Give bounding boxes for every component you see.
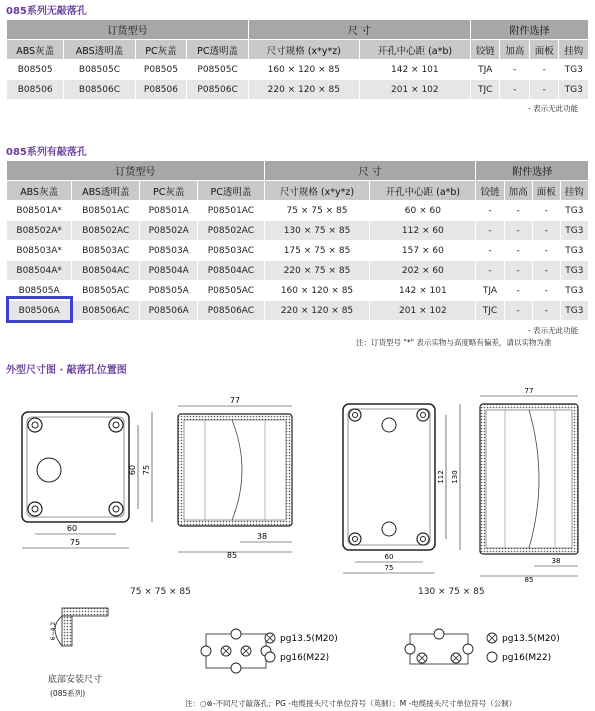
table-cell: - (500, 80, 529, 100)
table-cell: - (504, 241, 532, 261)
right-dim-top: 77 (524, 387, 534, 395)
table-cell: - (504, 201, 532, 221)
column-header: 面板 (529, 40, 558, 60)
column-header: PC灰盖 (140, 181, 198, 201)
table-cell: B08501AC (72, 201, 140, 221)
column-header: PC灰盖 (135, 40, 187, 60)
left-dim-top: 77 (229, 396, 241, 405)
right-side-view (480, 396, 578, 576)
table-cell: 175 × 75 × 85 (264, 241, 370, 261)
table-cell: - (532, 261, 560, 281)
table-cell: P08503AC (198, 241, 265, 261)
selected-row-highlight (6, 296, 73, 323)
table-cell: 220 × 120 × 85 (264, 301, 370, 321)
column-header: 尺寸规格 (x*y*z) (264, 181, 370, 201)
table-cell: 201 × 102 (359, 80, 470, 100)
table-cell: P08502AC (198, 221, 265, 241)
table-cell: TJA (476, 281, 504, 301)
table-cell: TG3 (560, 221, 588, 241)
table-cell: P08502A (140, 221, 198, 241)
table-cell: P08504A (140, 261, 198, 281)
table-row (7, 60, 589, 80)
table-cell: 220 × 75 × 85 (264, 261, 370, 281)
table-cell: B08505AC (72, 281, 140, 301)
table-cell: - (532, 301, 560, 321)
table-cell: 201 × 102 (370, 301, 476, 321)
left-dim-depth: 85 (226, 551, 238, 560)
table-cell: - (532, 221, 560, 241)
left-dim-h-outer: 75 (142, 464, 151, 476)
table-cell: P08506AC (198, 301, 265, 321)
table-cell: B08506A (7, 301, 72, 321)
column-header: 铰链 (470, 40, 499, 60)
table-cell: - (500, 60, 529, 80)
table-cell: TG3 (559, 60, 589, 80)
table-row (7, 261, 589, 281)
table-cell: - (476, 241, 504, 261)
table-cell: TJC (470, 80, 499, 100)
group-header-accessory: 附件选择 (470, 20, 588, 40)
table-cell: B08504A* (7, 261, 72, 281)
table-cell: - (532, 201, 560, 221)
table-cell: TG3 (560, 261, 588, 281)
table-cell: B08503AC (72, 241, 140, 261)
table-cell: B08502A* (7, 221, 72, 241)
knockout-schematic-left (201, 629, 275, 673)
table1-title: 085系列无敲落孔 (6, 6, 87, 17)
table-cell: B08503A* (7, 241, 72, 261)
legend-left-pg135: pg13.5(M20) (280, 634, 338, 644)
left-dim-width-outer: 75 (69, 538, 81, 547)
left-dim-width-inner: 60 (66, 524, 78, 533)
table-cell: P08501A (140, 201, 198, 221)
table2-note: - 表示无此功能 (528, 326, 579, 335)
table-row (7, 221, 589, 241)
table-cell: - (529, 60, 558, 80)
right-dim-side: 38 (551, 557, 561, 565)
table-cell: 160 × 120 × 85 (264, 281, 370, 301)
table-cell: 60 × 60 (370, 201, 476, 221)
left-caption: 75 × 75 × 85 (130, 587, 191, 597)
table-row (7, 80, 589, 100)
table1 (6, 19, 589, 100)
right-front-view (343, 404, 460, 573)
column-header: 挂钩 (559, 40, 589, 60)
table-cell: P08505AC (198, 281, 265, 301)
table-cell: TG3 (560, 301, 588, 321)
group-header-accessory: 附件选择 (476, 161, 589, 181)
table-cell: P08506C (187, 80, 249, 100)
table-cell: B08506AC (72, 301, 140, 321)
table-cell: B08505C (64, 60, 135, 80)
table-cell: 220 × 120 × 85 (248, 80, 359, 100)
table-cell: - (504, 301, 532, 321)
table-cell: - (504, 281, 532, 301)
column-header: ABS透明盖 (72, 181, 140, 201)
table-cell: P08506 (135, 80, 187, 100)
table-cell: - (476, 261, 504, 281)
bottom-mount-sub: (085系列) (50, 689, 86, 698)
legend-right-pg135: pg13.5(M20) (502, 634, 560, 644)
table-cell: - (532, 281, 560, 301)
left-dim-side: 38 (256, 532, 268, 541)
column-header: 面板 (532, 181, 560, 201)
column-header: 开孔中心距 (a*b) (359, 40, 470, 60)
right-dim-h-outer: 130 (451, 470, 459, 484)
table1-note: - 表示无此功能 (528, 104, 579, 113)
group-header-order: 订货型号 (7, 20, 249, 40)
table-cell: P08501AC (198, 201, 265, 221)
table-row (7, 301, 589, 321)
table-row (7, 241, 589, 261)
table-cell: TJA (470, 60, 499, 80)
table-cell: B08504AC (72, 261, 140, 281)
bottom-mount-detail (55, 608, 108, 646)
right-dim-depth: 85 (524, 576, 534, 584)
table-cell: - (504, 261, 532, 281)
left-dim-h-inner: 60 (128, 464, 137, 476)
column-header: PC透明盖 (187, 40, 249, 60)
table-cell: B08505 (7, 60, 64, 80)
table-cell: 142 × 101 (359, 60, 470, 80)
right-dim-width-outer: 75 (384, 564, 394, 572)
table-cell: - (504, 221, 532, 241)
table-cell: B08501A* (7, 201, 72, 221)
table-cell: 75 × 75 × 85 (264, 201, 370, 221)
knockout-schematic-right (405, 629, 497, 664)
left-side-view (178, 406, 292, 552)
group-header-size: 尺 寸 (264, 161, 476, 181)
left-front-view (22, 412, 152, 548)
table-cell: P08506A (140, 301, 198, 321)
table-cell: TJC (476, 301, 504, 321)
table-cell: TG3 (560, 201, 588, 221)
column-header: 开孔中心距 (a*b) (370, 181, 476, 201)
right-dim-h-inner: 112 (437, 470, 445, 484)
table-cell: - (532, 241, 560, 261)
table-cell: 112 × 60 (370, 221, 476, 241)
table-cell: 142 × 101 (370, 281, 476, 301)
table-cell: B08505A (7, 281, 72, 301)
table-cell: 130 × 75 × 85 (264, 221, 370, 241)
table-row (7, 201, 589, 221)
table-cell: P08505 (135, 60, 187, 80)
table2-note-asterisk: 注：订货型号 "*" 表示实物与高度略有偏差，请以实物为准 (356, 338, 552, 347)
table-cell: B08502AC (72, 221, 140, 241)
table-cell: B08506 (7, 80, 64, 100)
table-cell: TG3 (560, 281, 588, 301)
table-cell: - (476, 201, 504, 221)
bottom-mount-label: 底部安装尺寸 (48, 675, 103, 685)
drawings-svg (0, 376, 595, 711)
legend-left-pg16: pg16(M22) (280, 653, 330, 663)
column-header: ABS灰盖 (7, 40, 64, 60)
table-cell: P08504AC (198, 261, 265, 281)
table-cell: B08506C (64, 80, 135, 100)
column-header: ABS透明盖 (64, 40, 135, 60)
legend-right-pg16: pg16(M22) (502, 653, 552, 663)
drawings-footnote: 注：○⊗-不同尺寸敲落孔；PG -电缆接头尺寸单位符号（英制）；M -电缆接头尺寸单位符号（公制） (185, 699, 517, 708)
right-caption: 130 × 75 × 85 (418, 587, 485, 597)
column-header: 尺寸规格 (x*y*z) (248, 40, 359, 60)
column-header: 挂钩 (560, 181, 588, 201)
group-header-order: 订货型号 (7, 161, 265, 181)
table-row (7, 281, 589, 301)
table-cell: P08505C (187, 60, 249, 80)
table-cell: 157 × 60 (370, 241, 476, 261)
column-header: PC透明盖 (198, 181, 265, 201)
table-cell: P08505A (140, 281, 198, 301)
table2 (6, 160, 589, 321)
table-cell: TG3 (560, 241, 588, 261)
right-dim-width-inner: 60 (384, 553, 394, 561)
table-cell: - (476, 221, 504, 241)
group-header-size: 尺 寸 (248, 20, 470, 40)
bottom-mount-dim: 6~4.2 (50, 621, 57, 641)
table2-title: 085系列有敲落孔 (6, 147, 87, 158)
table-cell: TG3 (559, 80, 589, 100)
table-cell: 160 × 120 × 85 (248, 60, 359, 80)
drawings-title: 外型尺寸图 · 敲落孔位置图 (6, 365, 127, 376)
column-header: 加高 (504, 181, 532, 201)
column-header: 加高 (500, 40, 529, 60)
table-cell: - (529, 80, 558, 100)
table-cell: 202 × 60 (370, 261, 476, 281)
column-header: 铰链 (476, 181, 504, 201)
table-cell: P08503A (140, 241, 198, 261)
column-header: ABS灰盖 (7, 181, 72, 201)
